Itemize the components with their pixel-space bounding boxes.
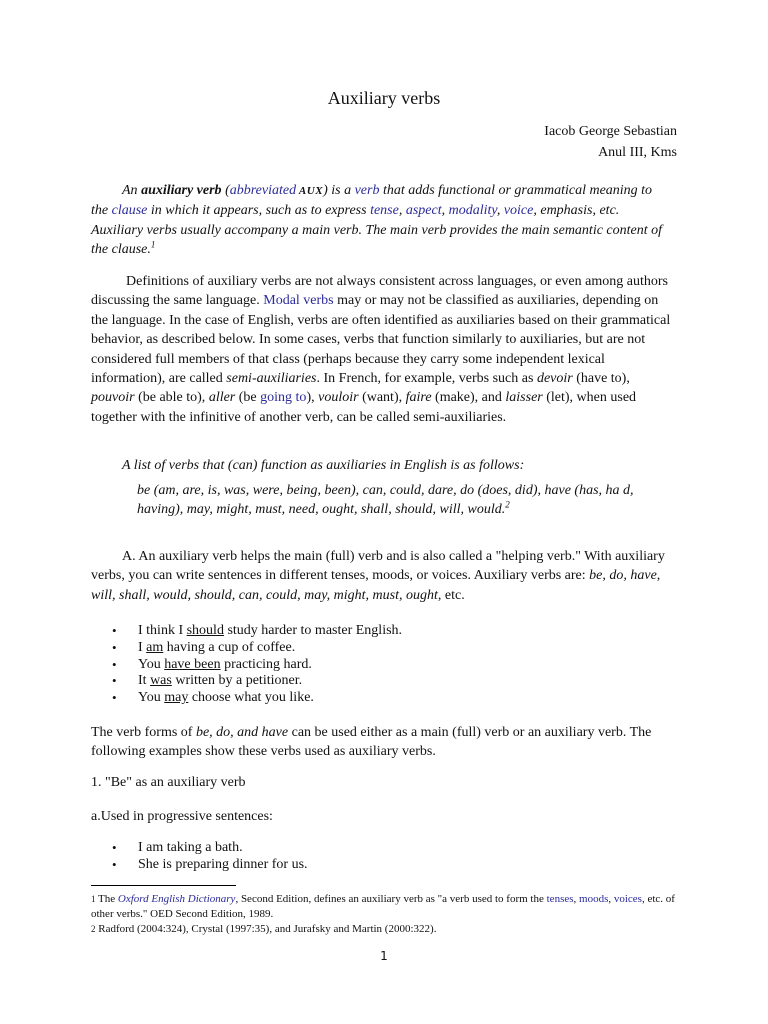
- link-modality[interactable]: modality: [448, 203, 497, 219]
- link-voices[interactable]: voices: [613, 893, 642, 905]
- author-class: Anul III, Kms: [598, 145, 677, 160]
- footnote-ref-1[interactable]: 1: [150, 239, 156, 250]
- example-list-auxiliaries: [112, 623, 402, 707]
- auxiliary-verb-list: be (am, are, is, was, were, being, been), can, could, dare, do (does, did), have (has, ha d, having), may, might, must, need, ought, shall, should, will, would.$^2$: [137, 483, 634, 518]
- link-oxford-english-dictionary[interactable]: Oxford English Dictionary: [117, 893, 236, 905]
- link-verb[interactable]: verb: [354, 183, 380, 198]
- list-item: • I am taking a bath.: [112, 840, 308, 857]
- section-heading-be: 1. "Be" as an auxiliary verb: [91, 775, 246, 790]
- list-intro: A list of verbs that (can) function as auxiliaries in English is as follows:: [122, 458, 525, 473]
- list-item: • I think I should study harder to master English.: [112, 623, 402, 640]
- footnote-divider: [91, 885, 236, 886]
- paragraph-verb-forms: The verb forms of be, do, and have can be used either as a main (full) verb or an auxiliary verb. The following examples show these verbs used as auxiliary verbs.: [91, 725, 652, 760]
- list-item: • She is preparing dinner for us.: [112, 857, 308, 874]
- footnote-2: $^2$ Radford (2004:324), Crystal (1997:35), and Jurafsky and Martin (2000:322).: [91, 923, 437, 935]
- link-aspect[interactable]: aspect: [405, 203, 442, 219]
- list-item: • It was written by a petitioner.: [112, 673, 402, 690]
- footnote-1: $^1$ The Oxford English Dictionary, Second Edition, defines an auxiliary verb as "a verb used to form the tenses, moods, voices, etc. of other verbs." OED Second Edition, 1989.: [91, 893, 675, 920]
- link-moods[interactable]: moods: [579, 893, 609, 905]
- page-title: Auxiliary verbs: [327, 88, 441, 108]
- paragraph-definition: An auxiliary verb (abbreviated AUX) is a verb that adds functional or grammatical meaning to the clause in which it appears, such as to express tense, aspect, modality, voice, emphasis, etc. Auxiliary verbs usually accompany a main verb. The main verb provides the main semantic content of the clause.$^1$: [91, 183, 663, 258]
- link-clause[interactable]: clause: [111, 203, 148, 219]
- page-number: 1: [380, 949, 388, 963]
- example-list-progressive: [112, 840, 308, 874]
- link-abbreviated[interactable]: abbreviated: [229, 183, 297, 198]
- list-item: • You have been practicing hard.: [112, 657, 402, 674]
- term-auxiliary-verb: auxiliary verb: [141, 183, 222, 198]
- link-going-to[interactable]: going to: [260, 390, 307, 406]
- link-tenses[interactable]: tenses: [546, 893, 574, 905]
- author-name: Iacob George Sebastian: [544, 124, 677, 139]
- footnote-ref-2[interactable]: 2: [505, 499, 510, 510]
- link-modal-verbs[interactable]: Modal verbs: [263, 293, 334, 309]
- paragraph-definitions: Definitions of auxiliary verbs are not always consistent across languages, or even among authors discussing the same language. Modal verbs may or may not be classified as auxiliaries, depending on the language. In the case of English, verbs are often identified as auxiliaries based on their grammatical behavior, as described below. In some cases, verbs that function similarly to auxiliaries, but are not considered full members of that class (perhaps because they carry some independent lexical information), are called semi-auxiliaries. In French, for example, verbs such as devoir (have to), pouvoir (be able to), aller (be going to), vouloir (want), faire (make), and laisser (let), when used together with the infinitive of another verb, can be called semi-auxiliaries.: [91, 274, 671, 425]
- link-voice[interactable]: voice: [503, 203, 534, 219]
- list-item: • You may choose what you like.: [112, 690, 402, 707]
- subsection-heading-progressive: a.Used in progressive sentences:: [91, 809, 273, 824]
- paragraph-helping-verb: A. An auxiliary verb helps the main (full) verb and is also called a "helping verb." With auxiliary verbs, you can write sentences in different tenses, moods, or voices. Auxiliary verbs are: be, do, have, will, shall, would, should, can, could, may, might, must, ought, etc.: [91, 549, 665, 603]
- list-item: • I am having a cup of coffee.: [112, 640, 402, 657]
- link-tense[interactable]: tense: [370, 203, 399, 219]
